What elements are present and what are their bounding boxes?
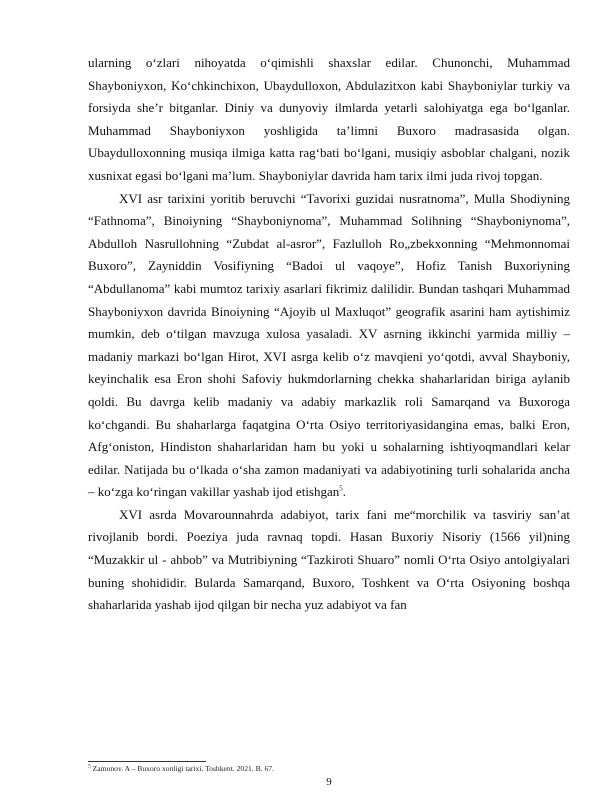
body-text — [88, 52, 570, 617]
paragraph-1-text: ularning o‘zlari nihoyatda o‘qimishli shaxslar edilar. Chunonchi, Muhammad Shayboniyxon, Ko‘chkinchixon, Ubaydulloxon, Abdulazitxon kabi Shayboniylar turkiy va forsiyda she’r bitganlar. Diniy va dunyoviy ilmlarda yetarli salohiyatga ega bo‘lganlar. Muhammad Shayboniyxon yoshligida ta’limni Buxoro madrasasida olgan. Ubaydulloxonning musiqa ilmiga katta rag‘bati bo‘lgani, musiqiy asboblar chalgani, nozik xusnixat egasi bo‘lgani ma’lum. Shayboniylar davrida ham tarix ilmi juda rivoj topgan. — [88, 55, 570, 183]
page-number: 9 — [326, 776, 332, 788]
paragraph-2: XVI asr tarixini yoritib beruvchi “Tavorixi guzidai nusratnoma”, Mulla Shodiyning “Fathnoma”, Binoiyning “Shayboniynoma”, Muhammad Solihning “Shayboniynoma”, Abdulloh Nasrullohning “Zubdat al-asror”, Fazlulloh Ro„zbekxonning “Mehmonnomai Buxoro”, Zayniddin Vosifiyning “Badoi ul vaqoye”, Hofiz Tanish Buxoriyning “Abdullanoma” kabi mumtoz tarixiy asarlari fikrimiz dalilidir. Bundan tashqari Muhammad Shayboniyxon davrida Binoiyning “Ajoyib ul Maxluqot” geografik asarini ham aytishimiz mumkin, deb o‘tilgan mavzuga xulosa yasaladi. XV asrning ikkinchi yarmida milliy – madaniy markazi bo‘lgan Hirot, XVI asrga kelib o‘z mavqieni yo‘qotdi, avval Shayboniy, keyinchalik esa Eron shohi Safoviy hukmdorlarning chekka shaharlaridan biriga aylanib qoldi. Bu davrga kelib madaniy va adabiy markazlik roli Samarqand va Buxoroga ko‘chgandi. Bu shaharlarga faqatgina O‘rta Osiyo territoriyasidangina emas, balki Eron, Afg‘oniston, Hindiston shaharlaridan ham bu yoki u sohalarning ishtiyoqmandlari kelar edilar. Natijada bu o‘lkada o‘sha zamon madaniyati va adabiyotining turli sohalarida ancha – ko‘zga ko‘ringan vakillar yashab ijod etishgan$^5$. — [88, 190, 570, 500]
footnote — [88, 764, 570, 774]
paragraph-3-text: XVI asrda Movarounnahrda adabiyot, tarix fani me“morchilik va tasviriy san’at rivojlanib bordi. Poeziya juda ravnaq topdi. Hasan Buxoriy Nisoriy (1566 yil)ning “Muzakkir ul - ahbob” va Mutribiyning “Tazkiroti Shuaro” nomli O‘rta Osiyo antolgiyalari buning shohididir. Bularda Samarqand, Buxoro, Toshkent va O‘rta Osiyoning boshqa shaharlarida yashab ijod qilgan bir necha yuz adabiyot va fan — [88, 506, 570, 613]
paragraph-3 — [88, 504, 570, 617]
paragraph-1 — [88, 52, 570, 188]
footnote-separator — [88, 761, 206, 762]
footnote-number: 5 — [88, 763, 91, 770]
footnote-reference: 5 — [339, 484, 343, 493]
footnote-text: Zamonov. A – Buxoro xonligi tarixi. Toshkent. 2021. B. 67. — [90, 764, 274, 773]
paragraph-2-text: XVI asr tarixini yoritib beruvchi “Tavorixi guzidai nusratnoma”, Mulla Shodiyning “Fathnoma”, Binoiyning “Shayboniynoma”, Muhammad Solihning “Shayboniynoma”, Abdulloh Nasrullohning “Zubdat al-asror”, Fazlulloh Ro„zbekxonning “Mehmonnomai Buxoro”, Zayniddin Vosifiyning “Badoi ul vaqoye”, Hofiz Tanish Buxoriyning “Abdullanoma” kabi mumtoz tarixiy asarlari fikrimiz dalilidir. Bundan tashqari Muhammad Shayboniyxon davrida Binoiyning “Ajoyib ul Maxluqot” geografik asarini ham aytishimiz mumkin, deb o‘tilgan mavzuga xulosa yasaladi. XV asrning ikkinchi yarmida milliy – madaniy markazi bo‘lgan Hirot, XVI asrga kelib o‘z mavqieni yo‘qotdi, avval Shayboniy, keyinchalik esa Eron shohi Safoviy hukmdorlarning chekka shaharlaridan biriga aylanib qoldi. Bu davrga kelib madaniy va adabiy markazlik roli Samarqand va Buxoroga ko‘chgandi. Bu shaharlarga faqatgina O‘rta Osiyo territoriyasidangina emas, balki Eron, Afg‘oniston, Hindiston shaharlaridan ham bu yoki u sohalarning ishtiyoqmandlari kelar edilar. Natijada bu o‘lkada o‘sha zamon madaniyati va adabiyotining turli sohalarida ancha – ko‘zga ko‘ringan vakillar yashab ijod etishgan — [88, 190, 570, 500]
